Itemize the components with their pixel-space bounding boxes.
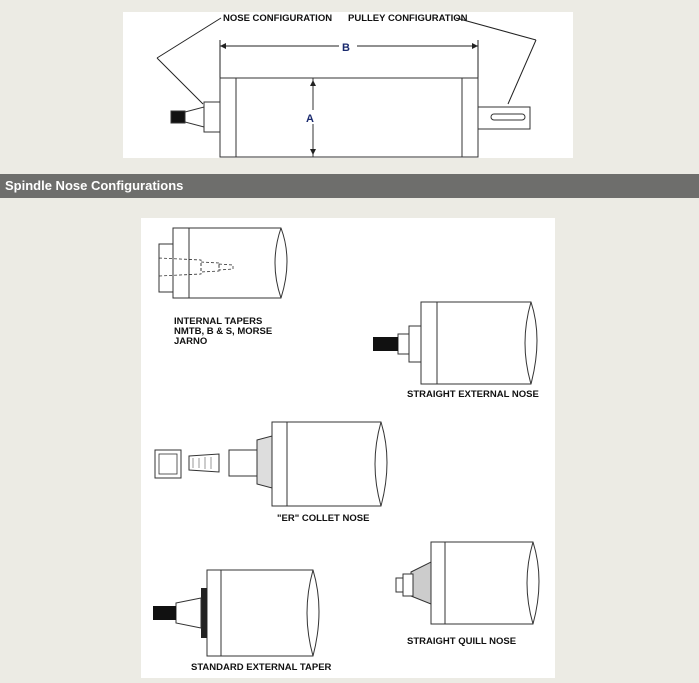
straight-external-nose-label: STRAIGHT EXTERNAL NOSE <box>407 389 539 400</box>
dimension-b <box>220 40 478 78</box>
er-collet-nose-drawing <box>155 422 387 506</box>
er-collet-nose-label: "ER" COLLET NOSE <box>277 513 370 524</box>
section-title-bar: Spindle Nose Configurations <box>0 174 699 198</box>
internal-tapers-label-line2: NMTB, B & S, MORSE <box>174 326 273 337</box>
nose-assembly <box>171 102 220 132</box>
pulley-configuration-label: PULLEY CONFIGURATION <box>348 13 468 24</box>
straight-external-nose-drawing <box>373 302 537 384</box>
internal-tapers-label-line3: JARNO <box>174 336 208 347</box>
dimension-a-label: A <box>306 113 314 125</box>
straight-quill-nose-label: STRAIGHT QUILL NOSE <box>407 636 517 647</box>
standard-external-taper-label: STANDARD EXTERNAL TAPER <box>191 662 332 673</box>
internal-tapers-drawing <box>159 228 287 298</box>
nose-configuration-label: NOSE CONFIGURATION <box>223 13 333 24</box>
straight-quill-nose-drawing <box>396 542 539 624</box>
spindle-overview-diagram <box>123 12 573 158</box>
spindle-overview-svg <box>123 12 573 158</box>
internal-tapers-label-line1: INTERNAL TAPERS <box>174 316 263 327</box>
standard-external-taper-drawing <box>153 570 319 656</box>
spindle-body <box>220 78 478 157</box>
dimension-b-label: B <box>342 42 350 54</box>
spindle-nose-configurations-diagram <box>141 218 555 678</box>
nose-configurations-svg <box>141 218 555 678</box>
pulley-shaft <box>478 107 530 129</box>
